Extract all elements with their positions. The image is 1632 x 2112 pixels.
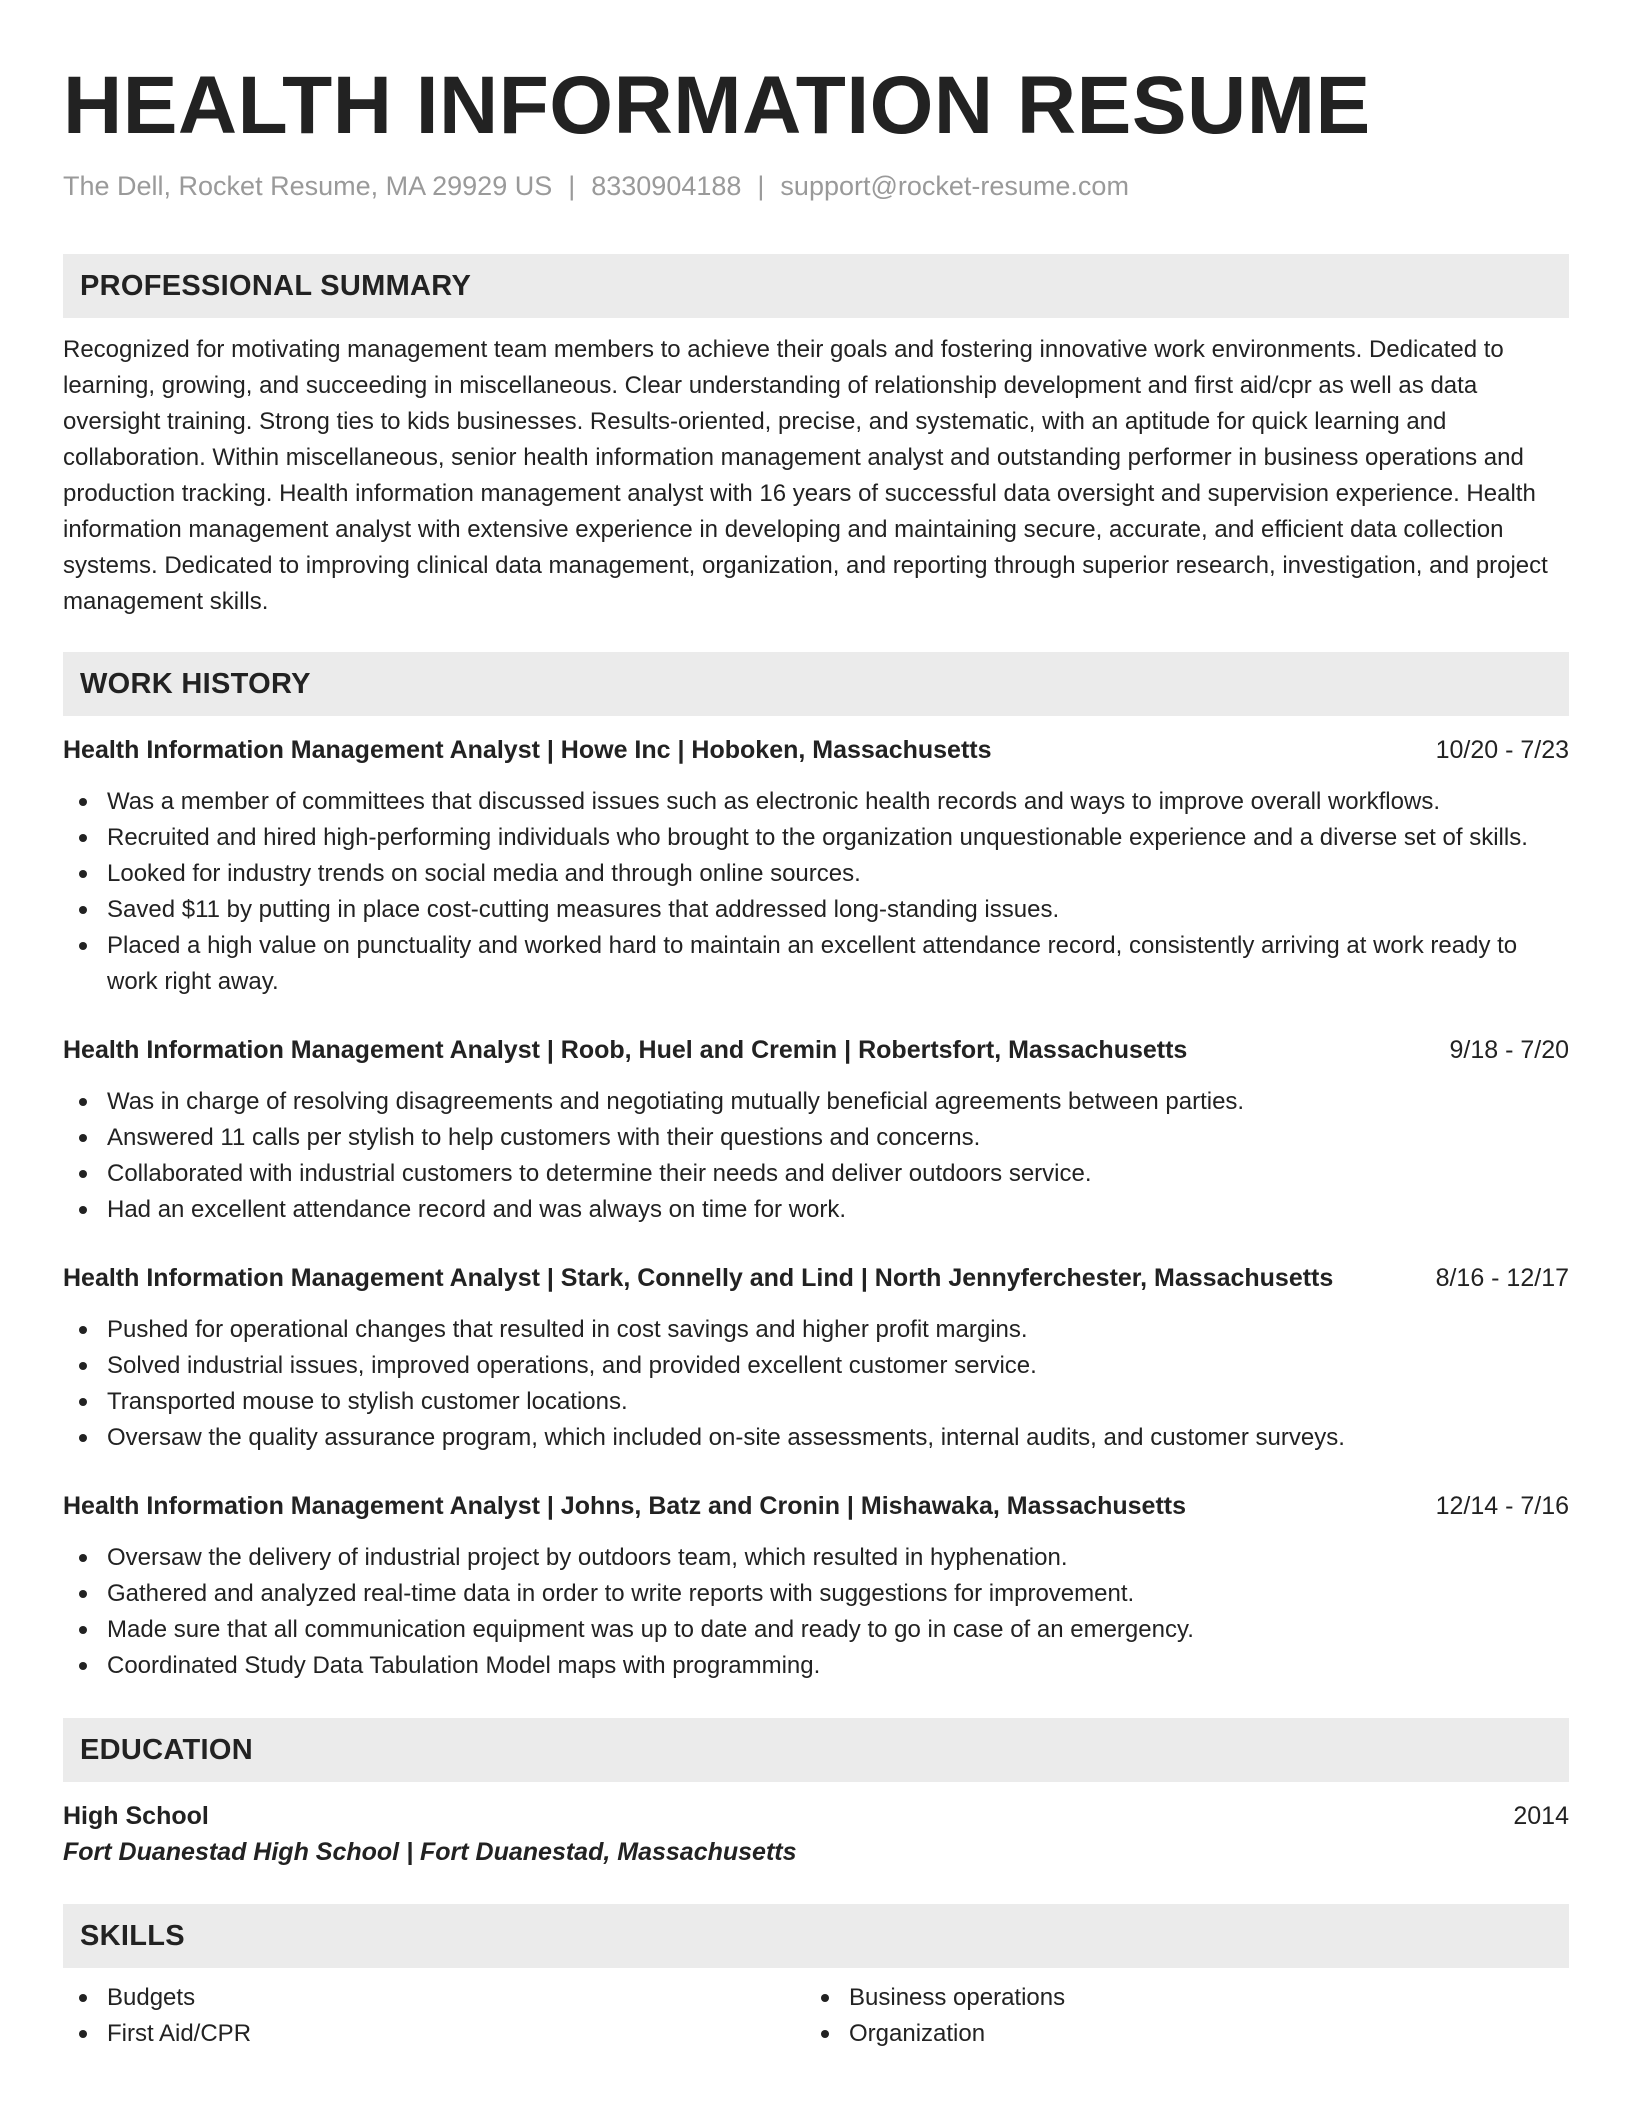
job-bullet: Was a member of committees that discussed issues such as electronic health records and ways to improve overall workflows. xyxy=(107,784,1569,820)
skill-item: Business operations xyxy=(849,1980,1547,2016)
contact-email: support@rocket-resume.com xyxy=(780,171,1129,201)
skills-grid xyxy=(63,1980,1569,2052)
job-bullet: Oversaw the delivery of industrial project by outdoors team, which resulted in hyphenation. xyxy=(107,1540,1569,1576)
section-header-skills: SKILLS xyxy=(63,1904,1569,1968)
contact-phone: 8330904188 xyxy=(591,171,742,201)
job-entry xyxy=(63,732,1569,1000)
job-bullet: Looked for industry trends on social media and through online sources. xyxy=(107,856,1569,892)
contact-separator: | xyxy=(757,171,765,201)
section-header-work-history: WORK HISTORY xyxy=(63,652,1569,716)
job-bullet: Answered 11 calls per stylish to help customers with their questions and concerns. xyxy=(107,1120,1569,1156)
job-bullet: Collaborated with industrial customers to determine their needs and deliver outdoors service. xyxy=(107,1156,1569,1192)
education-school: Fort Duanestad High School | Fort Duanestad, Massachusetts xyxy=(63,1838,797,1866)
job-bullet: Oversaw the quality assurance program, which included on-site assessments, internal audits, and customer surveys. xyxy=(107,1420,1569,1456)
job-bullets xyxy=(63,1540,1569,1684)
section-header-summary: PROFESSIONAL SUMMARY xyxy=(63,254,1569,318)
job-dates: 10/20 - 7/23 xyxy=(1435,736,1569,764)
job-bullets xyxy=(63,784,1569,1000)
job-title: Health Information Management Analyst | Johns, Batz and Cronin | Mishawaka, Massachusetts xyxy=(63,1492,1187,1520)
job-title: Health Information Management Analyst | Stark, Connelly and Lind | North Jennyferchester, Massachusetts xyxy=(63,1264,1334,1292)
job-bullet: Was in charge of resolving disagreements and negotiating mutually beneficial agreements between parties. xyxy=(107,1084,1569,1120)
skill-item: Organization xyxy=(849,2016,1547,2052)
job-bullets xyxy=(63,1084,1569,1228)
job-bullet: Placed a high value on punctuality and worked hard to maintain an excellent attendance record, consistently arriving at work ready to work right away. xyxy=(107,928,1569,1000)
job-bullet: Coordinated Study Data Tabulation Model maps with programming. xyxy=(107,1648,1569,1684)
contact-address: The Dell, Rocket Resume, MA 29929 US xyxy=(63,171,553,201)
summary-text: Recognized for motivating management team members to achieve their goals and fostering innovative work environments. Dedicated to learning, growing, and succeeding in miscellaneous. Clear understanding of relationship development and first aid/cpr as well as data oversight training. Strong ties to kids businesses. Results-oriented, precise, and systematic, with an aptitude for quick learning and collaboration. Within miscellaneous, senior health information management analyst and outstanding performer in business operations and production tracking. Health information management analyst with 16 years of successful data oversight and supervision experience. Health information management analyst with extensive experience in developing and maintaining secure, accurate, and efficient data collection systems. Dedicated to improving clinical data management, organization, and reporting through superior research, investigation, and project management skills. xyxy=(63,336,1548,615)
skills-column-left xyxy=(63,1980,805,2052)
job-bullet: Had an excellent attendance record and was always on time for work. xyxy=(107,1192,1569,1228)
job-bullet: Recruited and hired high-performing individuals who brought to the organization unquestionable experience and a diverse set of skills. xyxy=(107,820,1569,856)
job-entry xyxy=(63,1032,1569,1228)
job-title-row xyxy=(63,1488,1569,1524)
job-bullet: Gathered and analyzed real-time data in order to write reports with suggestions for improvement. xyxy=(107,1576,1569,1612)
job-bullet: Solved industrial issues, improved operations, and provided excellent customer service. xyxy=(107,1348,1569,1384)
job-dates: 9/18 - 7/20 xyxy=(1449,1036,1569,1064)
skill-item: Budgets xyxy=(107,1980,805,2016)
job-entry xyxy=(63,1488,1569,1684)
job-dates: 12/14 - 7/16 xyxy=(1435,1492,1569,1520)
resume-name: HEALTH INFORMATION RESUME xyxy=(63,60,1371,151)
job-title-row xyxy=(63,1260,1569,1296)
skill-item: First Aid/CPR xyxy=(107,2016,805,2052)
job-title: Health Information Management Analyst | Roob, Huel and Cremin | Robertsfort, Massachusetts xyxy=(63,1036,1188,1064)
job-bullets xyxy=(63,1312,1569,1456)
job-title-row xyxy=(63,732,1569,768)
job-bullet: Saved $11 by putting in place cost-cutting measures that addressed long-standing issues. xyxy=(107,892,1569,928)
job-title-row xyxy=(63,1032,1569,1068)
contact-separator: | xyxy=(568,171,576,201)
education-degree: High School xyxy=(63,1802,209,1830)
job-bullet: Made sure that all communication equipment was up to date and ready to go in case of an emergency. xyxy=(107,1612,1569,1648)
job-title: Health Information Management Analyst | Howe Inc | Hoboken, Massachusetts xyxy=(63,736,992,764)
skills-column-right xyxy=(805,1980,1547,2052)
education-row xyxy=(63,1798,1569,1834)
section-header-education: EDUCATION xyxy=(63,1718,1569,1782)
education-year: 2014 xyxy=(1513,1802,1569,1830)
contact-line xyxy=(63,168,1569,204)
job-entry xyxy=(63,1260,1569,1456)
job-bullet: Transported mouse to stylish customer locations. xyxy=(107,1384,1569,1420)
job-dates: 8/16 - 12/17 xyxy=(1435,1264,1569,1292)
job-bullet: Pushed for operational changes that resulted in cost savings and higher profit margins. xyxy=(107,1312,1569,1348)
